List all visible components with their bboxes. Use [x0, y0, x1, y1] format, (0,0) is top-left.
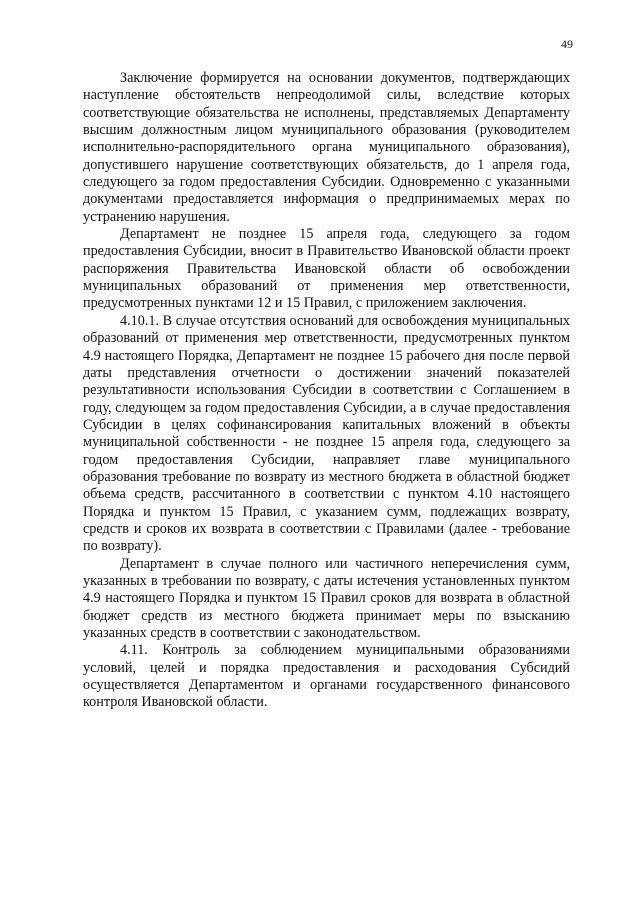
paragraph-4-10-1: 4.10.1. В случае отсутствия оснований для освобождения муниципальных образований от применения мер ответственности, предусмотренных пунктом 4.9 настоящего Порядка, Департамент не позднее 15 рабочего дня после первой даты представления отчетности о достижении значений показателей результативности использования Субсидии в соответствии с Соглашением в году, следующем за годом предоставления Субсидии, а в случае предоставления Субсидии в целях софинансирования капитальных вложений в объекты муниципальной собственности - не позднее 15 апреля года, следующего за годом предоставления Субсидии, направляет главе муниципального образования требование по возврату из местного бюджета в областной бюджет объема средств, рассчитанного в соответствии с пунктом 4.10 настоящего Порядка и пунктом 15 Правил, с указанием сумм, подлежащих возврату, средств и сроков их возврата в соответствии с Правилами (далее - требование по возврату). [83, 312, 570, 555]
paragraph-non-transfer-measures: Департамент в случае полного или частичного неперечисления сумм, указанных в требовании по возврату, с даты истечения установленных пунктом 4.9 настоящего Порядка и пунктом 15 Правил сроков для возврата в областной бюджет средств из местного бюджета принимает меры по взысканию указанных средств в соответствии с законодательством. [83, 555, 570, 641]
paragraph-department-proposal: Департамент не позднее 15 апреля года, следующего за годом предоставления Субсидии, вносит в Правительство Ивановской области проект распоряжения Правительства Ивановской области об освобождении муниципальных образований от применения мер ответственности, предусмотренных пунктами 12 и 15 Правил, с приложением заключения. [83, 226, 570, 312]
paragraph-conclusion: Заключение формируется на основании документов, подтверждающих наступление обстоятельств непреодолимой силы, вследствие которых соответствующие обязательства не исполнены, представляемых Департаменту высшим должностным лицом муниципального образования (руководителем исполнительно-распорядительного органа муниципального образования), допустившего нарушение соответствующих обязательств, до 1 апреля года, следующего за годом предоставления Субсидии. Одновременно с указанными документами предоставляется информация о предпринимаемых мерах по устранению нарушения. [83, 70, 570, 225]
paragraph-4-11: 4.11. Контроль за соблюдением муниципальными образованиями условий, целей и порядка предоставления и расходования Субсидий осуществляется Департаментом и органами государственного финансового контроля Ивановской области. [83, 642, 570, 711]
page-number: 49 [561, 37, 573, 51]
document-body [83, 70, 570, 712]
